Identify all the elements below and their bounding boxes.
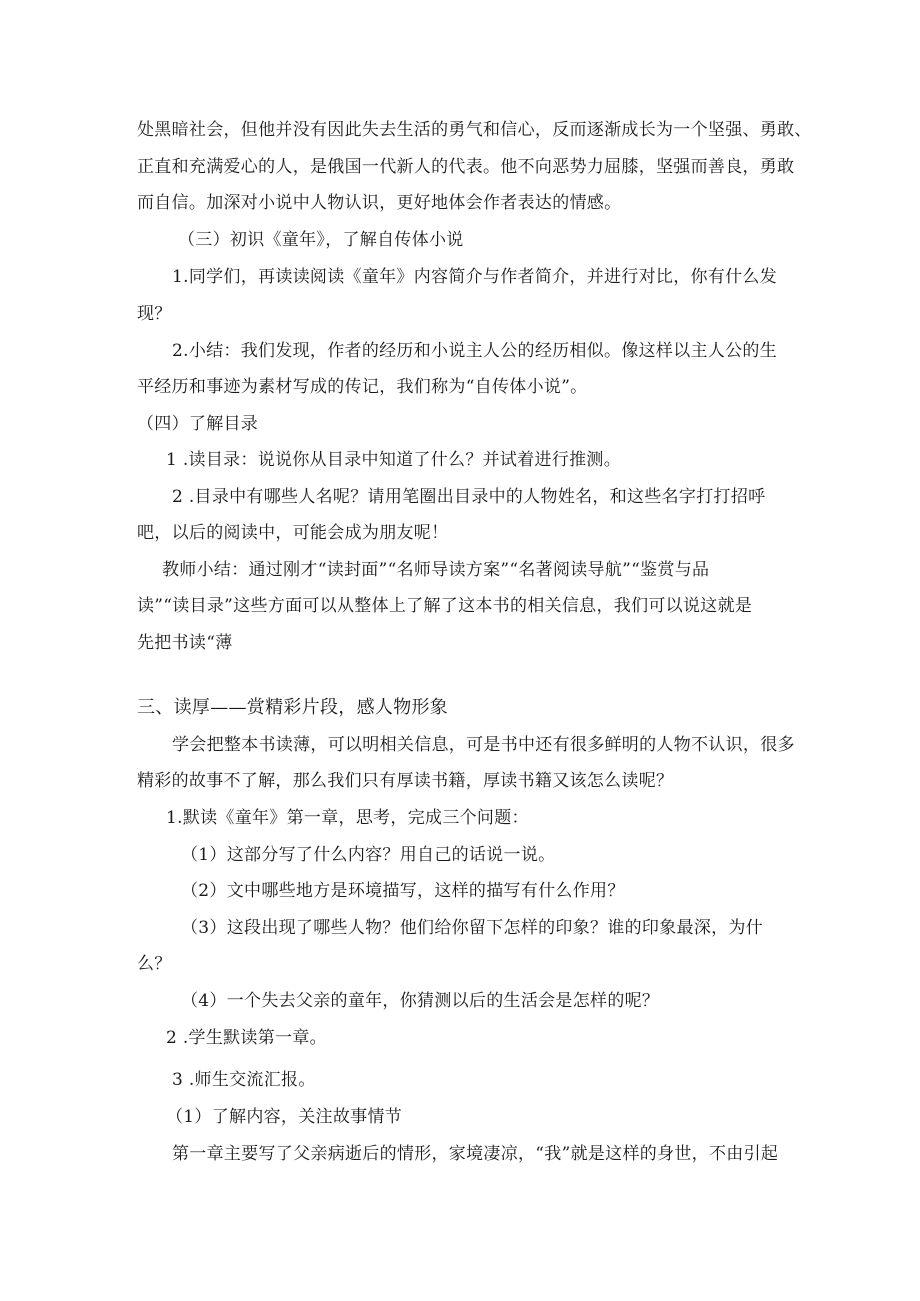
body-text-line: 2 .学生默读第一章。 (166, 1028, 327, 1048)
body-text-line: 而自信。加深对小说中人物认识，更好地体会作者表达的情感。 (137, 193, 622, 213)
question-item: （2）文中哪些地方是环境描写，这样的描写有什么作用？ (181, 881, 625, 901)
body-text-line: 先把书读“薄 (137, 633, 233, 653)
body-text-line: 1 .读目录：说说你从目录中知道了什么？并试着进行推测。 (166, 450, 622, 470)
body-text-line: 学会把整本书读薄，可以明相关信息，可是书中还有很多鲜明的人物不认识，很多 (172, 735, 795, 755)
question-item: （4）一个失去父亲的童年，你猜测以后的生活会是怎样的呢？ (181, 991, 660, 1011)
body-text-line: （1）了解内容，关注故事情节 (166, 1107, 403, 1127)
body-text-line: 第一章主要写了父亲病逝后的情形，家境凄凉，“我”就是这样的身世，不由引起 (172, 1144, 779, 1164)
body-text-line: 教师小结：通过刚才“读封面”“名师导读方案”“名著阅读导航”“鉴赏与品 (162, 560, 710, 580)
body-text-line: 1.同学们，再读读阅读《童年》内容简介与作者简介，并进行对比，你有什么发 (172, 267, 778, 287)
body-text-line: 1.默读《童年》第一章，思考，完成三个问题： (166, 808, 529, 828)
body-text-line: 2.小结：我们发现，作者的经历和小说主人公的经历相似。像这样以主人公的生 (172, 341, 778, 361)
body-text-line: 3 .师生交流汇报。 (172, 1070, 316, 1090)
body-text-line: 吧，以后的阅读中，可能会成为朋友呢！ (137, 523, 449, 543)
body-text-line: 正直和充满爱心的人，是俄国一代新人的代表。他不向恶势力屈膝，坚强而善良，勇敢 (137, 157, 795, 177)
section-heading: （三）初识《童年》，了解自传体小说 (178, 230, 464, 250)
body-text-line: 2 .目录中有哪些人名呢？请用笔圈出目录中的人物姓名，和这些名字打打招呼 (172, 487, 766, 507)
body-text-line: 平经历和事迹为素材写成的传记，我们称为“自传体小说”。 (137, 377, 588, 397)
body-text-line: 处黑暗社会，但他并没有因此失去生活的勇气和信心，反而逐渐成长为一个坚强、勇敢、 (137, 120, 812, 140)
question-item: （1）这部分写了什么内容？用自己的话说一说。 (181, 845, 556, 865)
section-heading: 三、读厚——赏精彩片段，感人物形象 (137, 697, 449, 718)
question-item: 么？ (137, 954, 172, 974)
body-text-line: 精彩的故事不了解，那么我们只有厚读书籍，厚读书籍又该怎么读呢？ (137, 771, 674, 791)
section-heading: （四）了解目录 (137, 414, 259, 434)
body-text-line: 现？ (137, 304, 172, 324)
question-item: （3）这段出现了哪些人物？他们给你留下怎样的印象？谁的印象最深，为什 (181, 918, 764, 938)
body-text-line: 读”“读目录”这些方面可以从整体上了解了这本书的相关信息，我们可以说这就是 (137, 596, 753, 616)
